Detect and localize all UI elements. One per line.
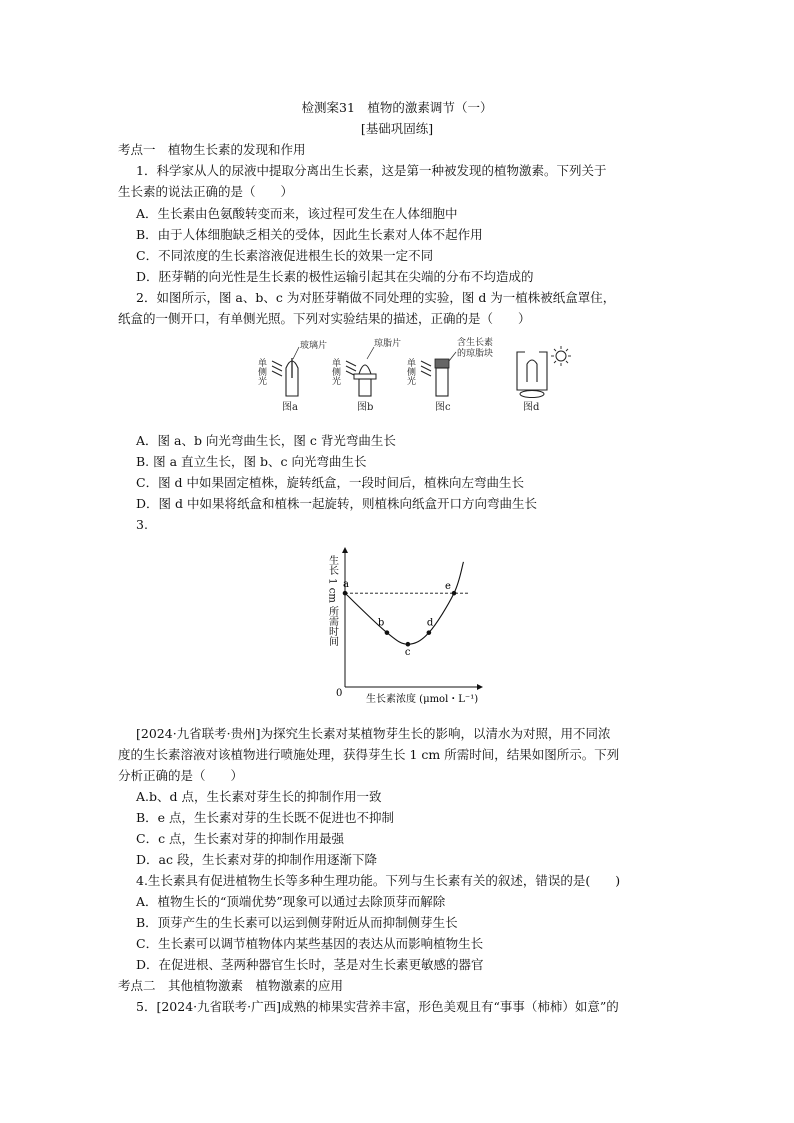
- plant: [527, 360, 537, 382]
- q1-stem-line2: 生长素的说法正确的是（ ）: [118, 184, 294, 199]
- q2-option-b: B. 图 a 直立生长，图 b、c 向光弯曲生长: [136, 454, 367, 469]
- auxin-agar-block: [435, 359, 449, 368]
- q3-stem-line2: 度的生长素溶液对该植物进行喷施处理，获得芽生长 1 cm 所需时间，结果如图所示。下列: [118, 747, 620, 762]
- paper-box: [517, 352, 547, 390]
- q4-option-a: A．植物生长的“顶端优势”现象可以通过去除顶芽而解除: [136, 894, 446, 909]
- section-heading-1: 考点一 植物生长素的发现和作用: [118, 142, 306, 157]
- q5-stem: 5．[2024·九省联考·广西]成熟的柿果实营养丰富，形色美观且有“事事（柿柿）如意”的: [136, 999, 619, 1014]
- q1-option-b: B．由于人体细胞缺乏相关的受体，因此生长素对人体不起作用: [136, 227, 483, 242]
- data-point-e: [452, 591, 457, 596]
- data-point-a: [343, 591, 348, 596]
- data-point-b: [385, 630, 390, 635]
- section-heading-2: 考点二 其他植物激素 植物激素的应用: [118, 978, 344, 993]
- q1-option-a: A．生长素由色氨酸转变而来，该过程可发生在人体细胞中: [136, 206, 458, 221]
- series-curve: [345, 562, 463, 644]
- figure-a-label: 图a: [282, 402, 298, 413]
- q3-option-c: C．c 点，生长素对芽的抑制作用最强: [136, 831, 345, 846]
- coleoptile-c: [436, 368, 448, 396]
- q2-option-a: A．图 a、b 向光弯曲生长，图 c 背光弯曲生长: [136, 433, 396, 448]
- sun-icon: [556, 351, 566, 361]
- chart-origin-label: 0: [336, 688, 343, 699]
- chart-y-label: 生长 1 cm 所需时间: [326, 555, 338, 646]
- figure-c: [405, 336, 493, 413]
- page-subtitle: [基础巩固练]: [360, 121, 434, 136]
- agar-sheet-label: 琼脂片: [374, 339, 402, 349]
- coleoptile-experiment-figure: [255, 334, 575, 420]
- figure-d-label: 图d: [523, 402, 540, 413]
- rotation-arrow: [520, 391, 544, 398]
- data-point-d: [427, 630, 432, 635]
- auxin-block-label-2: 的琼脂块: [457, 349, 494, 359]
- q4-option-c: C．生长素可以调节植物体内某些基因的表达从而影响植物生长: [136, 936, 484, 951]
- auxin-block-label-1: 含生长素: [457, 338, 494, 348]
- q3-option-d: D．ac 段，生长素对芽的抑制作用逐渐下降: [136, 852, 377, 867]
- point-label-a: a: [343, 579, 349, 591]
- light-label-a: 单侧光: [256, 358, 266, 385]
- figure-b-label: 图b: [357, 402, 374, 413]
- q2-stem-line1: 2．如图所示，图 a、b、c 为对胚芽鞘做不同处理的实验，图 d 为一植株被纸盒罩住，: [136, 290, 616, 305]
- figure-a: [256, 339, 327, 413]
- agar-sheet: [354, 374, 376, 379]
- light-label-c: 单侧光: [405, 358, 415, 385]
- q4-stem: 4.生长素具有促进植物生长等多种生理功能。下列与生长素有关的叙述，错误的是( ): [136, 873, 621, 888]
- q2-stem-line2: 纸盒的一侧开口，有单侧光照。下列对实验结果的描述，正确的是（ ）: [118, 311, 531, 326]
- q3-option-a: A.b、d 点，生长素对芽生长的抑制作用一致: [136, 789, 382, 804]
- data-point-c: [406, 642, 411, 647]
- q1-option-c: C．不同浓度的生长素溶液促进根生长的效果一定不同: [136, 248, 434, 263]
- point-label-c: c: [404, 647, 411, 659]
- point-label-e: e: [445, 581, 451, 593]
- q1-option-d: D．胚芽鞘的向光性是生长素的极性运输引起其在尖端的分布不均造成的: [136, 269, 534, 284]
- glass-sheet-label: 玻璃片: [300, 341, 328, 351]
- figure-b: [330, 337, 401, 413]
- chart-x-label: 生长素浓度 (μmol・L⁻¹): [366, 694, 479, 705]
- q2-option-d: D．图 d 中如果将纸盒和植株一起旋转，则植株向纸盒开口方向弯曲生长: [136, 496, 537, 511]
- q3-option-b: B．e 点，生长素对芽的生长既不促进也不抑制: [136, 810, 395, 825]
- point-label-d: d: [426, 617, 434, 629]
- page-title: 检测案31 植物的激素调节（一）: [301, 100, 493, 115]
- q4-option-d: D．在促进根、茎两种器官生长时，茎是对生长素更敏感的器官: [136, 957, 484, 972]
- q4-option-b: B．顶芽产生的生长素可以运到侧芽附近从而抑制侧芽生长: [136, 915, 458, 930]
- q3-chart: [300, 540, 490, 710]
- q3-stem-line1: [2024·九省联考·贵州]为探究生长素对某植物芽生长的影响，以清水为对照，用不同浓: [136, 726, 611, 741]
- figure-d: [517, 346, 571, 413]
- light-label-b: 单侧光: [330, 358, 340, 385]
- q3-number: 3.: [136, 517, 148, 532]
- point-label-b: b: [377, 617, 385, 629]
- figure-c-label: 图c: [435, 402, 451, 413]
- q3-stem-line3: 分析正确的是（ ）: [118, 768, 244, 783]
- q2-option-c: C．图 d 中如果固定植株，旋转纸盒，一段时间后，植株向左弯曲生长: [136, 475, 525, 490]
- q1-stem-line1: 1．科学家从人的尿液中提取分离出生长素，这是第一种被发现的植物激素。下列关于: [136, 163, 607, 178]
- coleoptile-b: [359, 379, 371, 396]
